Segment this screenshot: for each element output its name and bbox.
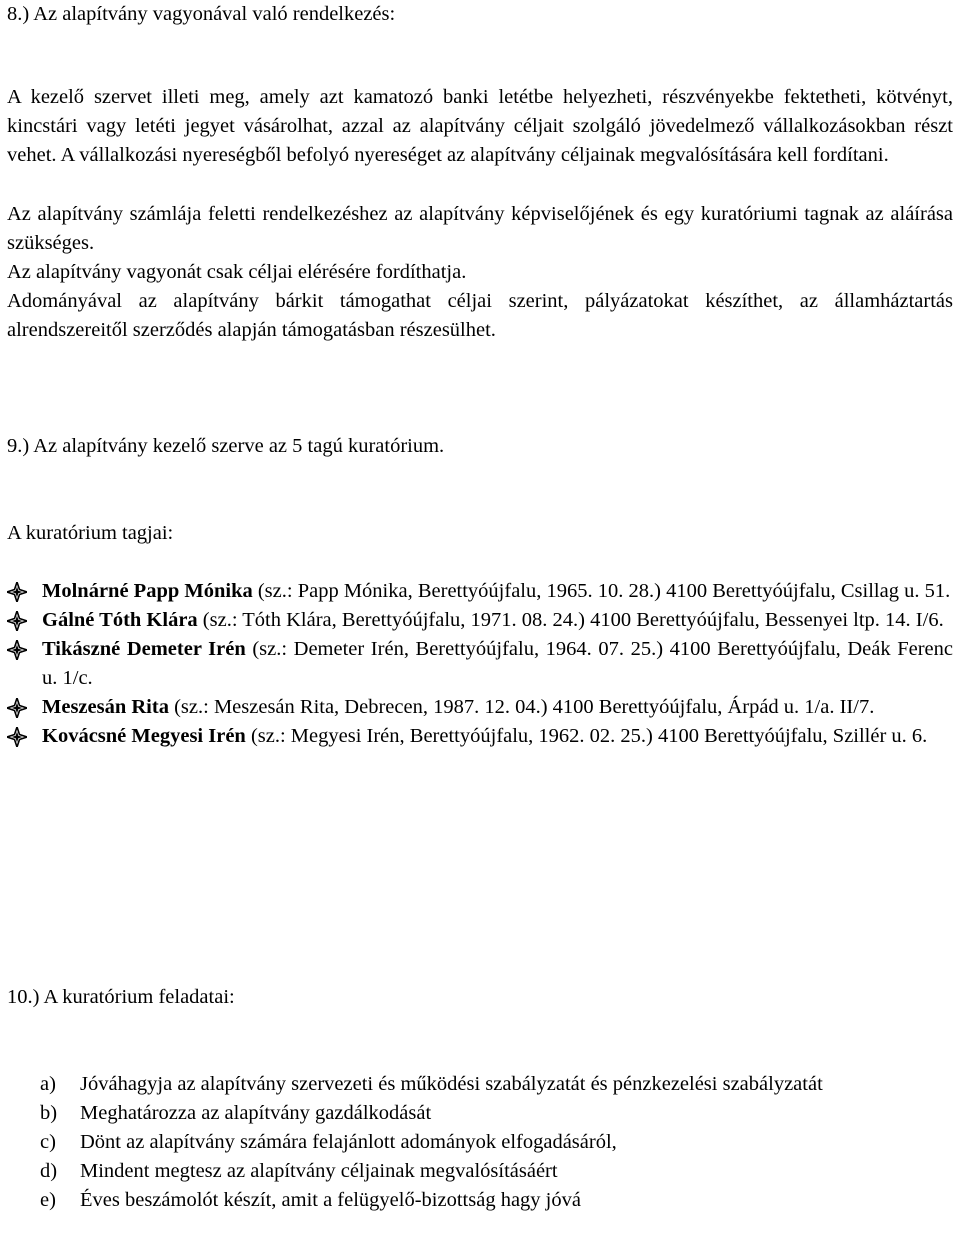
member-item (7, 606, 953, 635)
member-item (7, 635, 953, 693)
member-item (7, 693, 953, 722)
member-details: (sz.: Megyesi Irén, Berettyóújfalu, 1962. 02. 25.) 4100 Berettyóújfalu, Szillér u. 6. (245, 725, 928, 747)
section-8-heading: 8.) Az alapítvány vagyonával való rendelkezés: (7, 3, 396, 25)
task-text: Mindent megtesz az alapítvány céljainak megvalósításáért (80, 1160, 558, 1182)
diamond-star-bullet-icon (7, 640, 27, 660)
members-list (7, 577, 953, 751)
member-name: Meszesán Rita (42, 696, 169, 718)
diamond-star-bullet-icon (7, 582, 27, 602)
task-letter: a) (40, 1073, 56, 1095)
section-10-heading: 10.) A kuratórium feladatai: (7, 986, 235, 1008)
diamond-star-bullet-icon (7, 698, 27, 718)
task-item (40, 1186, 953, 1215)
diamond-star-bullet-icon (7, 611, 27, 631)
member-details: (sz.: Meszesán Rita, Debrecen, 1987. 12. 04.) 4100 Berettyóújfalu, Árpád u. 1/a. II/7. (168, 696, 875, 718)
member-details: (sz.: Demeter Irén, Berettyóújfalu, 1964. 07. 25.) 4100 Berettyóújfalu, Deák Ferenc u. 1/c. (42, 638, 953, 689)
member-item (7, 577, 953, 606)
task-text: Éves beszámolót készít, amit a felügyelő-bizottság hagy jóvá (80, 1189, 581, 1211)
task-item (40, 1128, 953, 1157)
tasks-list (40, 1070, 953, 1215)
diamond-star-bullet-icon (7, 727, 27, 747)
member-name: Tikászné Demeter Irén (42, 638, 246, 660)
task-item (40, 1070, 953, 1099)
section-8-paragraph-4: Adományával az alapítvány bárkit támogathat céljai szerint, pályázatokat készíthet, az államháztartás alrendszereitől szerződés alapján támogatásban részesülhet. (7, 290, 953, 341)
task-text: Dönt az alapítvány számára felajánlott adományok elfogadásáról, (80, 1131, 617, 1153)
task-letter: c) (40, 1131, 56, 1153)
member-name: Gálné Tóth Klára (42, 609, 198, 631)
member-details: (sz.: Tóth Klára, Berettyóújfalu, 1971. 08. 24.) 4100 Berettyóújfalu, Bessenyei ltp. 14. I/6. (197, 609, 944, 631)
member-item (7, 722, 953, 751)
members-title: A kuratórium tagjai: (7, 522, 174, 544)
task-letter: e) (40, 1189, 56, 1211)
section-8-paragraph-1: A kezelő szervet illeti meg, amely azt kamatozó banki letétbe helyezheti, részvényekbe fektetheti, kötvényt, kincstári vagy letéti jegyet vásárolhat, azzal az alapítvány céljait szolgáló jövedelmező vállalkozásokban részt vehet. A vállalkozási nyereségből befolyó nyereséget az alapítvány céljainak megvalósítására kell fordítani. (7, 86, 953, 166)
member-name: Molnárné Papp Mónika (42, 580, 253, 602)
member-name: Kovácsné Megyesi Irén (42, 725, 246, 747)
task-text: Jóváhagyja az alapítvány szervezeti és működési szabályzatát és pénzkezelési szabályzatát (80, 1073, 823, 1095)
section-8-paragraph-3: Az alapítvány vagyonát csak céljai elérésére fordíthatja. (7, 261, 467, 283)
section-8-paragraph-2: Az alapítvány számlája feletti rendelkezéshez az alapítvány képviselőjének és egy kuratóriumi tagnak az aláírása szükséges. (7, 203, 953, 254)
task-letter: d) (40, 1160, 58, 1182)
section-9-heading: 9.) Az alapítvány kezelő szerve az 5 tagú kuratórium. (7, 435, 445, 457)
task-item (40, 1157, 953, 1186)
task-item (40, 1099, 953, 1128)
member-details: (sz.: Papp Mónika, Berettyóújfalu, 1965. 10. 28.) 4100 Berettyóújfalu, Csillag u. 51. (252, 580, 951, 602)
task-text: Meghatározza az alapítvány gazdálkodását (80, 1102, 432, 1124)
task-letter: b) (40, 1102, 58, 1124)
